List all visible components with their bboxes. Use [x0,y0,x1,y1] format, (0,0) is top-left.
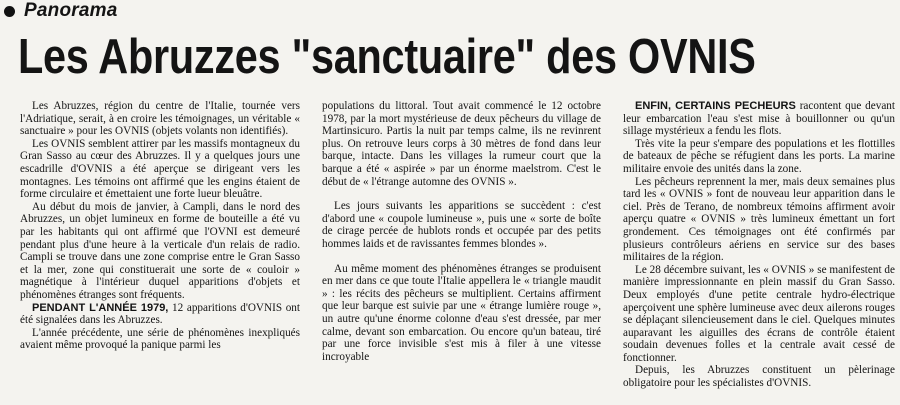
paragraph: Les jours suivants les apparitions se succèdent : c'est d'abord une « coupole lumineuse », puis une « sorte de boîte de cirage percée de hublots ronds et occupée par des petits hommes laids et de ravissantes femmes blondes ». [322,200,601,250]
paragraph: Depuis, les Abruzzes constituent un pèlerinage obligatoire pour les spécialistes d'OVNIS. [623,364,895,390]
paragraph: Les OVNIS semblent attirer par les massifs montagneux du Gran Sasso au cœur des Abruzzes. Il y a quelques jours une escadrille d'OVNIS a été aperçue se dirigeant vers les montagnes. Les témoins ont affirmé que les engins étaient de forme circulaire et émettaient une forte lueur bleuâtre. [20,137,300,201]
paragraph-lead: PENDANT L'ANNÉE 1979, [32,301,169,314]
rubric-label: Panorama [24,0,118,21]
paragraph-lead: ENFIN, CERTAINS PECHEURS [635,100,796,112]
paragraph: Au même moment des phénomènes étranges se produisent en mer dans ce que toute l'Italie appellera le « triangle maudit » : les récits des pêcheurs se multiplient. Certains affirment que leur barque est suivie par une « étrange lumière rouge », un autre qu'une énorme colonne d'eau s'est dressée, par mer calme, devant son embarcation. Ou encore qu'un bateau, tiré par une force invisible s'est mis à filer à une vitesse incroyable [322,262,601,363]
paragraph: Le 28 décembre suivant, les « OVNIS » se manifestent de manière impressionnante en plein massif du Gran Sasso. Deux employés d'une petite centrale hydro-électrique aperçoivent une sphère lumineuse avec deux ailerons rouges se déplaçant silencieusement dans le ciel. Quelques minutes auparavant les aiguilles des écrans de contrôle étaient soudain devenues folles et la centrale avait cessé de fonctionner. [623,263,895,364]
bullet-icon [4,6,15,17]
paragraph: Très vite la peur s'empare des populations et les flottilles de bateaux de pêche se réfugient dans les ports. La marine militaire envoie des unités dans la zone. [623,137,895,175]
paragraph: L'année précédente, une série de phénomènes inexpliqués avaient même provoqué la panique parmi les [20,326,300,352]
paragraph: PENDANT L'ANNÉE 1979, 12 apparitions d'OVNIS ont été signalées dans les Abruzzes. [20,301,300,327]
article-column-1 [20,100,300,405]
paragraph: populations du littoral. Tout avait commencé le 12 octobre 1978, par la mort mystérieuse de deux pêcheurs du village de Martinsicuro. Partis la nuit par temps calme, ils ne revinrent plus. On retrouve leurs corps à 30 mètres de fond dans leur barque, intacte. Dans les villages la rumeur court que la barque a été « aspirée » par un énorme maelstrom. C'est le début de « l'étrange automne des OVNIS ». [322,100,601,188]
paragraph: Les Abruzzes, région du centre de l'Italie, tournée vers l'Adriatique, serait, à en croire les témoignages, un véritable « sanctuaire » pour les OVNIS (objets volants non identifiés). [20,100,300,138]
article-headline: Les Abruzzes "sanctuaire" des OVNIS [18,30,756,84]
article-column-3 [623,100,895,405]
paragraph: Au début du mois de janvier, à Campli, dans le nord des Abruzzes, un objet lumineux en forme de bouteille a été vu par les habitants qui ont affirmé que l'OVNI est demeuré pendant plus d'une heure à la verticale d'un relais de radio. Campli se trouve dans une zone comprise entre le Gran Sasso et la mer, zone qui constituerait une sorte de « couloir » magnétique à l'intérieur duquel apparitions d'objets et phénomènes étranges sont fréquents. [20,200,300,301]
paragraph: Les pêcheurs reprennent la mer, mais deux semaines plus tard les « OVNIS » font de nouveau leur apparition dans le ciel. Près de Terano, de nombreux témoins affirment avoir aperçu quatre « OVNIS » très lumineux émettant un fort grondement. Ces témoignages ont été confirmés par plusieurs contrôleurs aériens en service sur des bases militaires de la région. [623,175,895,264]
article-column-2 [322,100,601,405]
section-rubric [4,0,117,22]
paragraph: ENFIN, CERTAINS PECHEURS racontent que devant leur embarcation l'eau s'est mise à bouillonner ou qu'un sillage mystérieux a fendu les flots. [623,100,895,138]
